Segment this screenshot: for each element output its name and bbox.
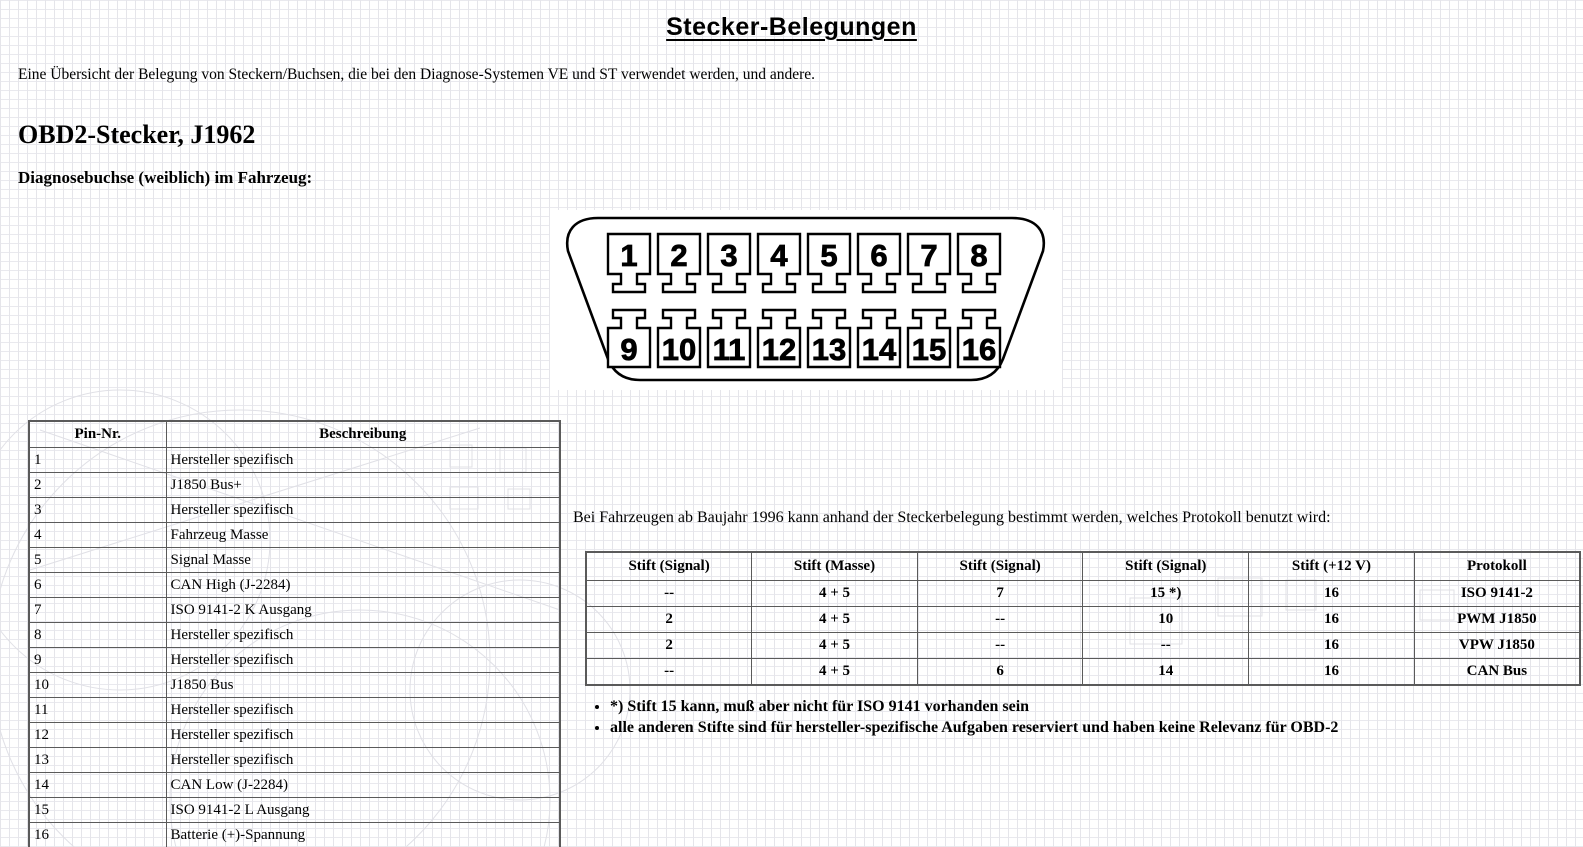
table-cell: 16 <box>1249 607 1415 633</box>
table-cell: Fahrzeug Masse <box>166 523 560 548</box>
table-row <box>29 623 560 648</box>
table-row <box>29 598 560 623</box>
table-cell: -- <box>586 659 752 686</box>
table-row <box>29 773 560 798</box>
table-cell: ISO 9141-2 <box>1414 581 1580 607</box>
pin-number-8: 8 <box>970 238 988 273</box>
table-row <box>29 798 560 823</box>
table-row <box>29 548 560 573</box>
table-cell: 15 <box>29 798 166 823</box>
column-header: Protokoll <box>1414 552 1580 581</box>
table-row <box>29 648 560 673</box>
table-cell: 16 <box>29 823 166 847</box>
pin-number-5: 5 <box>820 238 838 273</box>
pin-number-14: 14 <box>861 332 897 367</box>
table-row <box>586 659 1580 686</box>
column-header: Stift (Signal) <box>1083 552 1249 581</box>
protocol-table-body <box>586 581 1580 686</box>
header-row <box>586 552 1580 581</box>
table-cell: 5 <box>29 548 166 573</box>
table-cell: 2 <box>29 473 166 498</box>
table-cell: CAN Low (J-2284) <box>166 773 560 798</box>
pin-number-1: 1 <box>620 238 638 273</box>
column-header: Pin-Nr. <box>29 421 166 448</box>
pin-number-3: 3 <box>720 238 738 273</box>
table-row <box>586 607 1580 633</box>
table-cell: 10 <box>1083 607 1249 633</box>
section-heading: OBD2-Stecker, J1962 <box>18 120 256 149</box>
table-cell: Hersteller spezifisch <box>166 723 560 748</box>
table-cell: 1 <box>29 448 166 473</box>
pin-number-15: 15 <box>911 332 947 367</box>
table-cell: 12 <box>29 723 166 748</box>
table-cell: -- <box>917 607 1083 633</box>
column-header: Stift (+12 V) <box>1249 552 1415 581</box>
table-cell: 3 <box>29 498 166 523</box>
column-header: Beschreibung <box>166 421 560 448</box>
table-cell: 6 <box>917 659 1083 686</box>
table-cell: Hersteller spezifisch <box>166 748 560 773</box>
table-cell: J1850 Bus+ <box>166 473 560 498</box>
table-cell: PWM J1850 <box>1414 607 1580 633</box>
table-cell: ISO 9141-2 L Ausgang <box>166 798 560 823</box>
table-row <box>586 581 1580 607</box>
table-cell: 4 + 5 <box>752 633 918 659</box>
table-cell: ISO 9141-2 K Ausgang <box>166 598 560 623</box>
table-cell: CAN High (J-2284) <box>166 573 560 598</box>
pin-number-12: 12 <box>761 332 797 367</box>
protocol-table-header <box>586 552 1580 581</box>
intro-text: Eine Übersicht der Belegung von Steckern/Buchsen, die bei den Diagnose-Systemen VE und ST verwendet werden, und andere. <box>18 66 816 83</box>
table-cell: 16 <box>1249 633 1415 659</box>
pin-number-6: 6 <box>870 238 888 273</box>
table-cell: 2 <box>586 607 752 633</box>
table-cell: 7 <box>29 598 166 623</box>
table-row <box>29 698 560 723</box>
table-cell: 13 <box>29 748 166 773</box>
table-cell: Hersteller spezifisch <box>166 698 560 723</box>
table-cell: 10 <box>29 673 166 698</box>
table-cell: 4 + 5 <box>752 581 918 607</box>
page-title: Stecker-Belegungen <box>666 13 917 41</box>
column-header: Stift (Masse) <box>752 552 918 581</box>
pin-number-16: 16 <box>961 332 997 367</box>
table-cell: Batterie (+)-Spannung <box>166 823 560 847</box>
socket-caption: Diagnosebuchse (weiblich) im Fahrzeug: <box>18 168 313 187</box>
pin-number-4: 4 <box>770 238 788 273</box>
note-item: • *) Stift 15 kann, muß aber nicht für ISO 9141 vorhanden sein <box>610 696 1338 717</box>
protocol-table <box>585 551 1581 686</box>
table-row <box>29 823 560 847</box>
table-cell: Hersteller spezifisch <box>166 623 560 648</box>
table-row <box>29 473 560 498</box>
table-cell: Hersteller spezifisch <box>166 648 560 673</box>
table-cell: 11 <box>29 698 166 723</box>
table-row <box>586 633 1580 659</box>
column-header: Stift (Signal) <box>586 552 752 581</box>
table-cell: 4 + 5 <box>752 607 918 633</box>
table-cell: Signal Masse <box>166 548 560 573</box>
table-cell: 6 <box>29 573 166 598</box>
table-cell: CAN Bus <box>1414 659 1580 686</box>
table-row <box>29 573 560 598</box>
column-header: Stift (Signal) <box>917 552 1083 581</box>
table-cell: -- <box>1083 633 1249 659</box>
pin-table <box>28 420 561 847</box>
table-cell: 4 + 5 <box>752 659 918 686</box>
table-cell: 16 <box>1249 581 1415 607</box>
table-cell: VPW J1850 <box>1414 633 1580 659</box>
table-row <box>29 448 560 473</box>
table-cell: -- <box>586 581 752 607</box>
table-cell: 16 <box>1249 659 1415 686</box>
table-cell: -- <box>917 633 1083 659</box>
table-cell: 4 <box>29 523 166 548</box>
table-cell: J1850 Bus <box>166 673 560 698</box>
table-cell: 15 *) <box>1083 581 1249 607</box>
table-cell: Hersteller spezifisch <box>166 498 560 523</box>
table-row <box>29 523 560 548</box>
table-cell: 9 <box>29 648 166 673</box>
pin-table-header <box>29 421 560 448</box>
table-cell: 14 <box>1083 659 1249 686</box>
pin-number-10: 10 <box>661 332 697 367</box>
obd2-connector-diagram <box>550 210 1062 390</box>
table-cell: 14 <box>29 773 166 798</box>
table-cell: Hersteller spezifisch <box>166 448 560 473</box>
pin-number-9: 9 <box>620 332 638 367</box>
table-row <box>29 723 560 748</box>
header-row <box>29 421 560 448</box>
pin-number-11: 11 <box>712 332 746 367</box>
table-row <box>29 748 560 773</box>
table-row <box>29 673 560 698</box>
pin-number-13: 13 <box>811 332 847 367</box>
pin-number-2: 2 <box>670 238 688 273</box>
pin-number-7: 7 <box>920 238 938 273</box>
table-cell: 8 <box>29 623 166 648</box>
note-item: • alle anderen Stifte sind für hersteller-spezifische Aufgaben reserviert und haben keine Relevanz für OBD-2 <box>610 717 1338 738</box>
protocol-intro-text: Bei Fahrzeugen ab Baujahr 1996 kann anhand der Steckerbelegung bestimmt werden, welches Protokoll benutzt wird: <box>573 509 1331 526</box>
table-row <box>29 498 560 523</box>
table-cell: 7 <box>917 581 1083 607</box>
notes-list <box>592 696 1338 738</box>
pin-table-body <box>29 448 560 847</box>
table-cell: 2 <box>586 633 752 659</box>
connector-drawing <box>550 210 1062 390</box>
